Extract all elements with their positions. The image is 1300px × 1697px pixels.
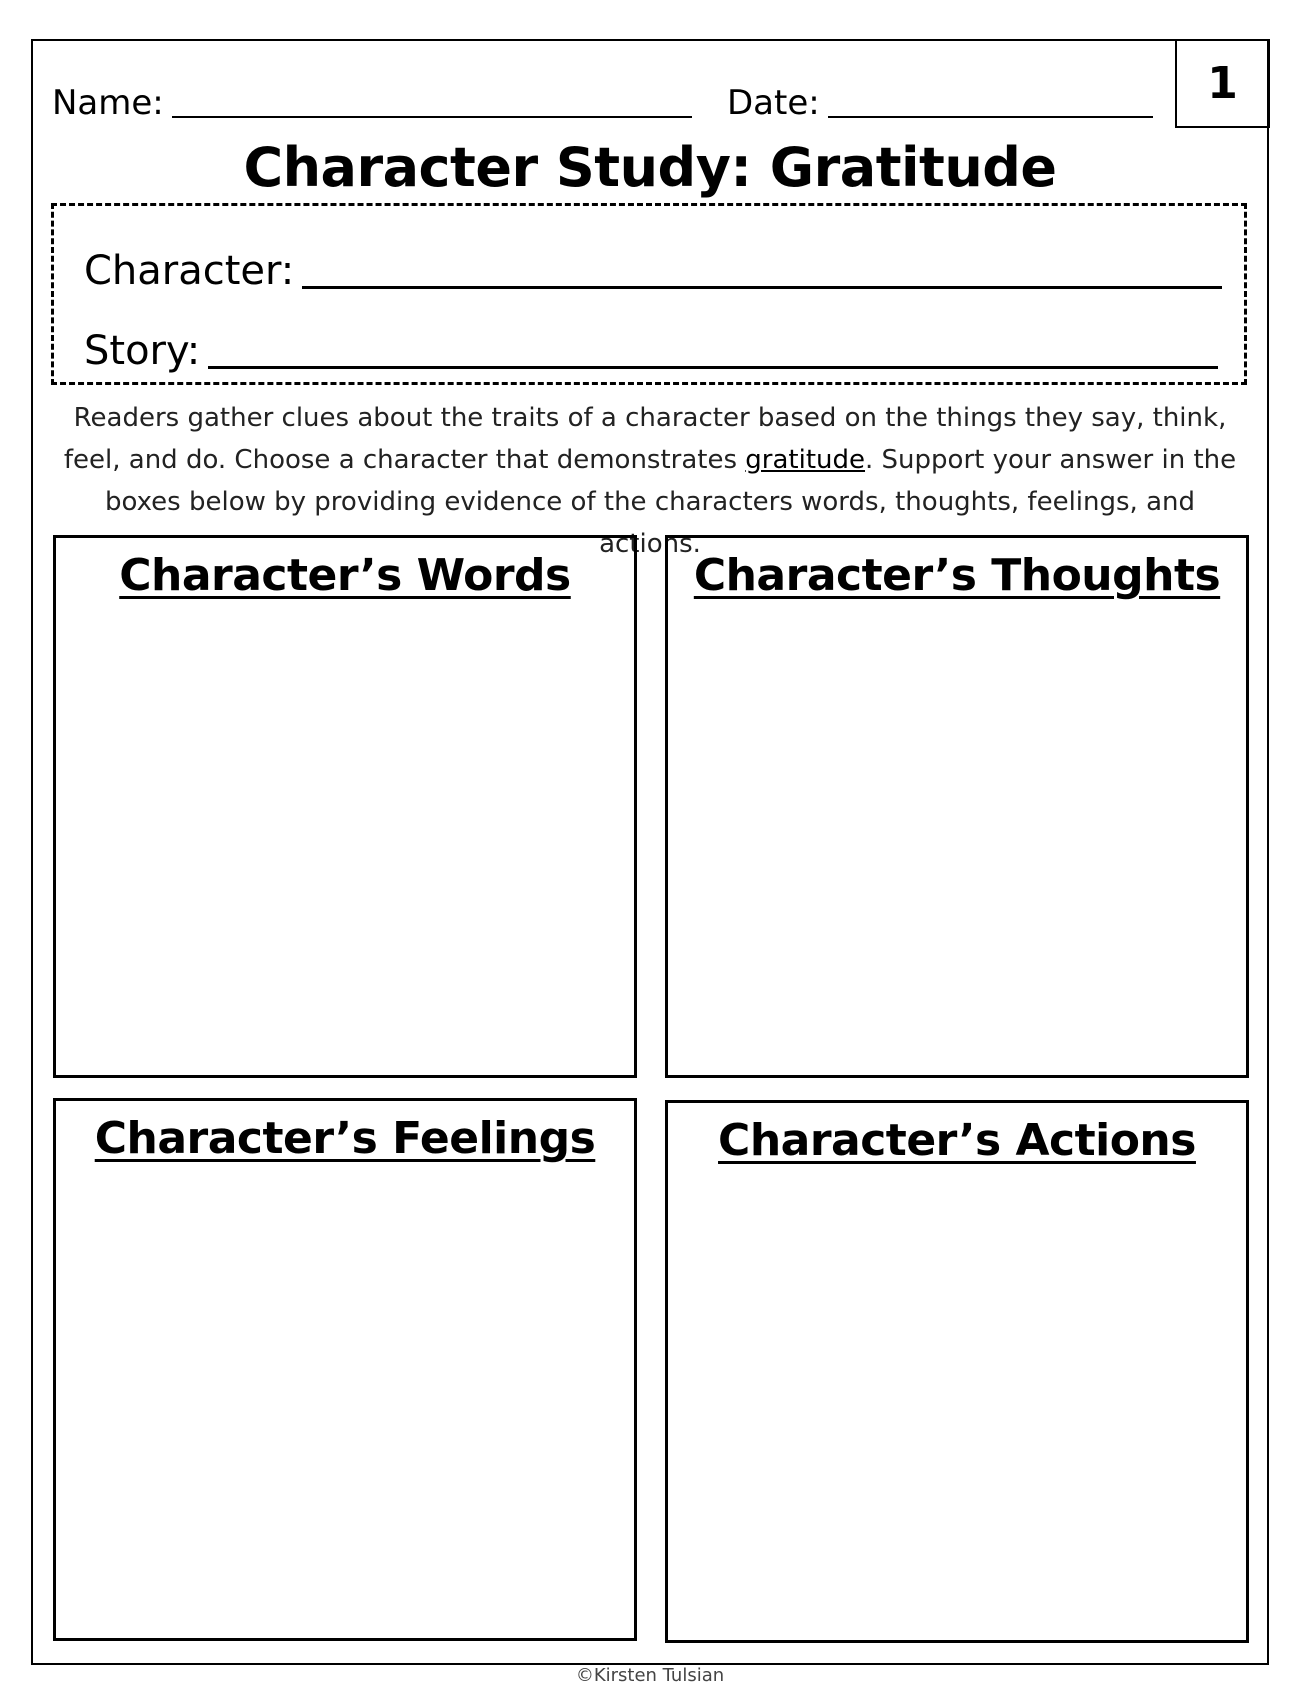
story-label: Story: bbox=[84, 328, 201, 374]
character-field[interactable] bbox=[84, 248, 1222, 294]
date-field[interactable] bbox=[727, 83, 1153, 123]
words-box[interactable] bbox=[53, 535, 637, 1078]
character-label: Character: bbox=[84, 248, 295, 294]
feelings-box-title: Character’s Feelings bbox=[94, 1113, 596, 1164]
instructions-keyword: gratitude bbox=[745, 445, 866, 475]
details-box bbox=[51, 203, 1247, 385]
thoughts-box[interactable] bbox=[665, 535, 1249, 1078]
date-label: Date: bbox=[727, 83, 820, 123]
worksheet-title: Character Study: Gratitude bbox=[243, 136, 1057, 199]
name-line[interactable] bbox=[172, 116, 692, 118]
actions-box[interactable] bbox=[665, 1100, 1249, 1643]
instructions-text: Readers gather clues about the traits of a character based on the things they say, think, feel, and do. Choose a character that demonstrates bbox=[63, 403, 1227, 475]
copyright-footer: ©Kirsten Tulsian bbox=[575, 1665, 725, 1686]
actions-box-title: Character’s Actions bbox=[718, 1115, 1196, 1166]
name-field[interactable] bbox=[52, 83, 692, 123]
words-box-title: Character’s Words bbox=[119, 550, 571, 601]
page-number: 1 bbox=[1175, 39, 1270, 128]
name-label: Name: bbox=[52, 83, 164, 123]
character-line[interactable] bbox=[302, 286, 1222, 289]
instructions-text-end: . Support your answer in the boxes below by providing evidence of the characters words, thoughts, feelings, and actions. bbox=[104, 445, 1237, 559]
feelings-box[interactable] bbox=[53, 1098, 637, 1641]
story-line[interactable] bbox=[208, 366, 1218, 369]
date-line[interactable] bbox=[828, 116, 1153, 118]
thoughts-box-title: Character’s Thoughts bbox=[693, 550, 1221, 601]
story-field[interactable] bbox=[84, 328, 1218, 374]
